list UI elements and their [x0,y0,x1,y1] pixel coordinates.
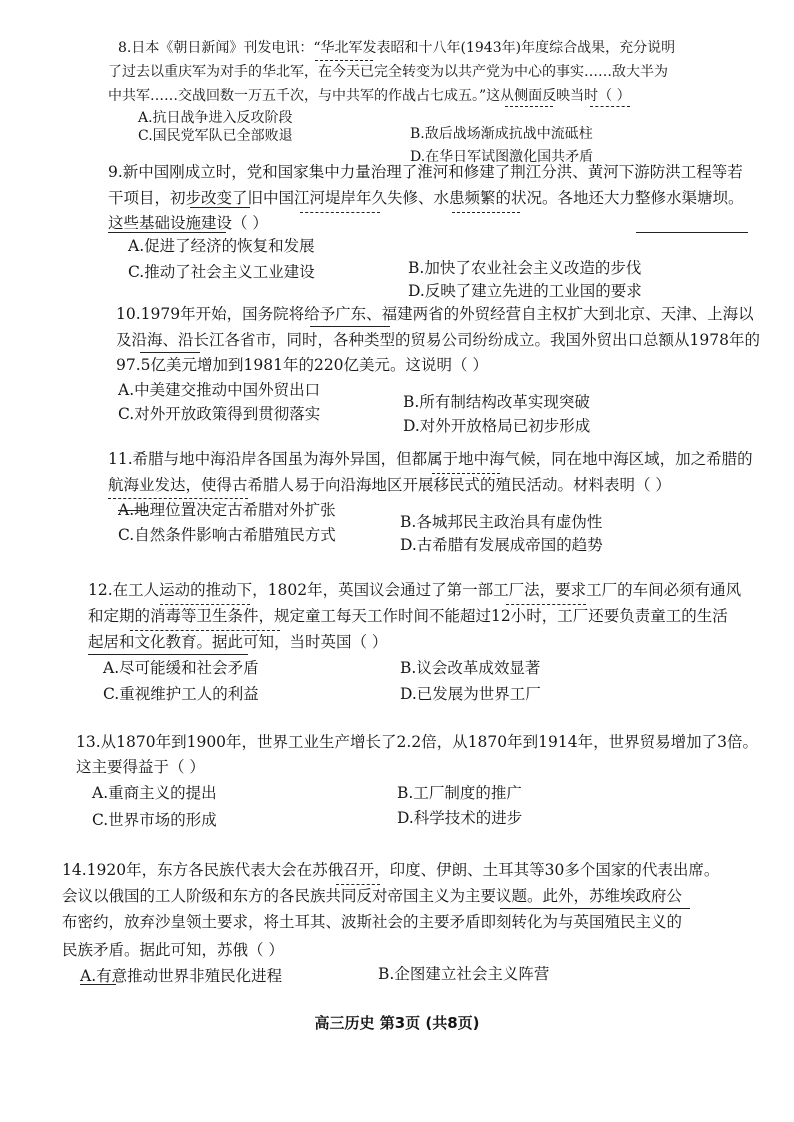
option-d: D.已发展为世界工厂 [400,685,541,703]
handwritten-underline [88,650,248,655]
question-stem-line: 布密约，放弃沙皇领土要求，将土耳其、波斯社会的主要矛盾即刻转化为与英国殖民主义的 [62,913,683,931]
option-c: C.对外开放政策得到贯彻落实 [118,405,321,423]
handwritten-underline [310,322,390,327]
option-b: B.企图建立社会主义阵营 [378,965,550,983]
question-stem-line: 了过去以重庆军为对手的华北军，在今天已完全转变为以共产党为中心的事实……敌大半为 [108,64,668,80]
option-a: A.促进了经济的恢复和发展 [128,237,315,255]
question-stem-line: 民族矛盾。据此可知，苏俄（ ） [62,941,284,959]
option-d: D.反映了建立先进的工业国的要求 [408,282,642,300]
question-stem-line: 9.新中国刚成立时，党和国家集中力量治理了淮河和修建了荆江分洪、黄河下游防洪工程等若 [108,163,743,181]
handwritten-underline [590,100,630,107]
handwritten-underline [336,878,380,885]
question-stem-line: 航海业发达，使得古希腊人易于向沿海地区开展移民式的殖民活动。材料表明（ ） [108,476,671,494]
question-stem-line: 11.希腊与地中海沿岸各国虽为海外异国，但都属于地中海气候，同在地中海区域，加之希腊的 [108,450,753,468]
handwritten-underline [500,904,690,909]
handwritten-underline [315,54,373,61]
question-stem-line: 10.1979年开始，国务院将给予广东、福建两省的外贸经营自主权扩大到北京、天津、上海以 [116,305,754,323]
question-stem-line: 干项目，初步改变了旧中国江河堤岸年久失修、水患频繁的状况。各地还大力整修水渠塘坝。 [108,189,744,207]
question-stem-line: 会议以俄国的工人阶级和东方的各民族共同反对帝国主义为主要议题。此外，苏维埃政府公 [62,887,683,905]
option-b: B.各城邦民主政治具有虚伪性 [400,513,603,531]
option-d: D.科学技术的进步 [397,809,523,827]
question-stem-line: 8.日本《朝日新闻》刊发电讯：“华北军发表昭和十八年(1943年)年度综合战果，充分说明 [118,40,676,56]
option-b: B.所有制结构改革实现突破 [403,393,590,411]
option-a: A.有意推动世界非殖民化进程 [80,967,283,985]
option-c: C.自然条件影响古希腊殖民方式 [118,526,336,544]
handwritten-underline [108,228,226,233]
option-a: A.重商主义的提出 [92,784,217,802]
option-c: C.推动了社会主义工业建设 [128,263,315,281]
question-stem-line: 中共军……交战回数一万五千次，与中共军的作战占七成五。”这从侧面反映当时（ ） [108,88,631,104]
option-a: A.抗日战争进入反攻阶段 [138,110,293,126]
handwritten-strike [118,510,148,511]
option-d: D.在华日军试图激化国共矛盾 [410,149,594,165]
handwritten-strike [80,984,116,985]
option-c: C.世界市场的形成 [92,811,217,829]
handwritten-underline [452,206,520,213]
handwritten-underline [636,228,748,233]
option-a: A.尽可能缓和社会矛盾 [103,659,259,677]
handwritten-underline [108,492,248,499]
question-stem-line: 起居和文化教育。据此可知，当时英国（ ） [88,633,388,651]
page-footer: 高三历史 第3页 (共8页) [314,1014,480,1032]
question-stem-line: 这些基础设施建设（ ） [108,214,268,232]
option-b: B.加快了农业社会主义改造的步伐 [408,259,642,277]
handwritten-underline [190,203,250,208]
handwritten-underline [505,100,553,107]
option-b: B.工厂制度的推广 [397,784,522,802]
question-stem-line: 13.从1870年到1900年，世界工业生产增长了2.2倍，从1870年到1914年，世界贸易增加了3倍。 [76,733,758,751]
option-b: B.议会改革成效显著 [400,659,541,677]
option-a: A.中美建交推动中国外贸出口 [118,381,321,399]
option-c: C.重视维护工人的利益 [103,685,259,703]
option-c: C.国民党军队已全部败退 [138,128,293,144]
option-b: B.敌后战场渐成抗战中流砥柱 [410,126,593,142]
question-stem-line: 这主要得益于（ ） [76,758,205,776]
handwritten-underline [130,624,280,631]
option-a: A.地理位置决定古希腊对外扩张 [118,501,336,519]
handwritten-underline [432,467,500,474]
question-stem-line: 及沿海、沿长江各省市，同时，各种类型的贸易公司纷纷成立。我国外贸出口总额从1978年的 [116,331,760,349]
option-d: D.对外开放格局已初步形成 [403,417,591,435]
question-stem-line: 12.在工人运动的推动下，1802年，英国议会通过了第一部工厂法，要求工厂的车间必须有通风 [88,581,742,599]
handwritten-underline [506,598,586,605]
handwritten-underline [300,206,380,213]
option-d: D.古希腊有发展成帝国的趋势 [400,536,603,554]
question-stem-line: 和定期的消毒等卫生条件，规定童工每天工作时间不能超过12小时，工厂还要负责童工的生活 [88,607,728,625]
handwritten-underline [140,348,200,353]
question-stem-line: 14.1920年，东方各民族代表大会在苏俄召开，印度、伊朗、土耳其等30多个国家的代表出席。 [62,861,720,879]
handwritten-underline [160,598,250,605]
question-stem-line: 97.5亿美元增加到1981年的220亿美元。这说明（ ） [116,356,488,374]
